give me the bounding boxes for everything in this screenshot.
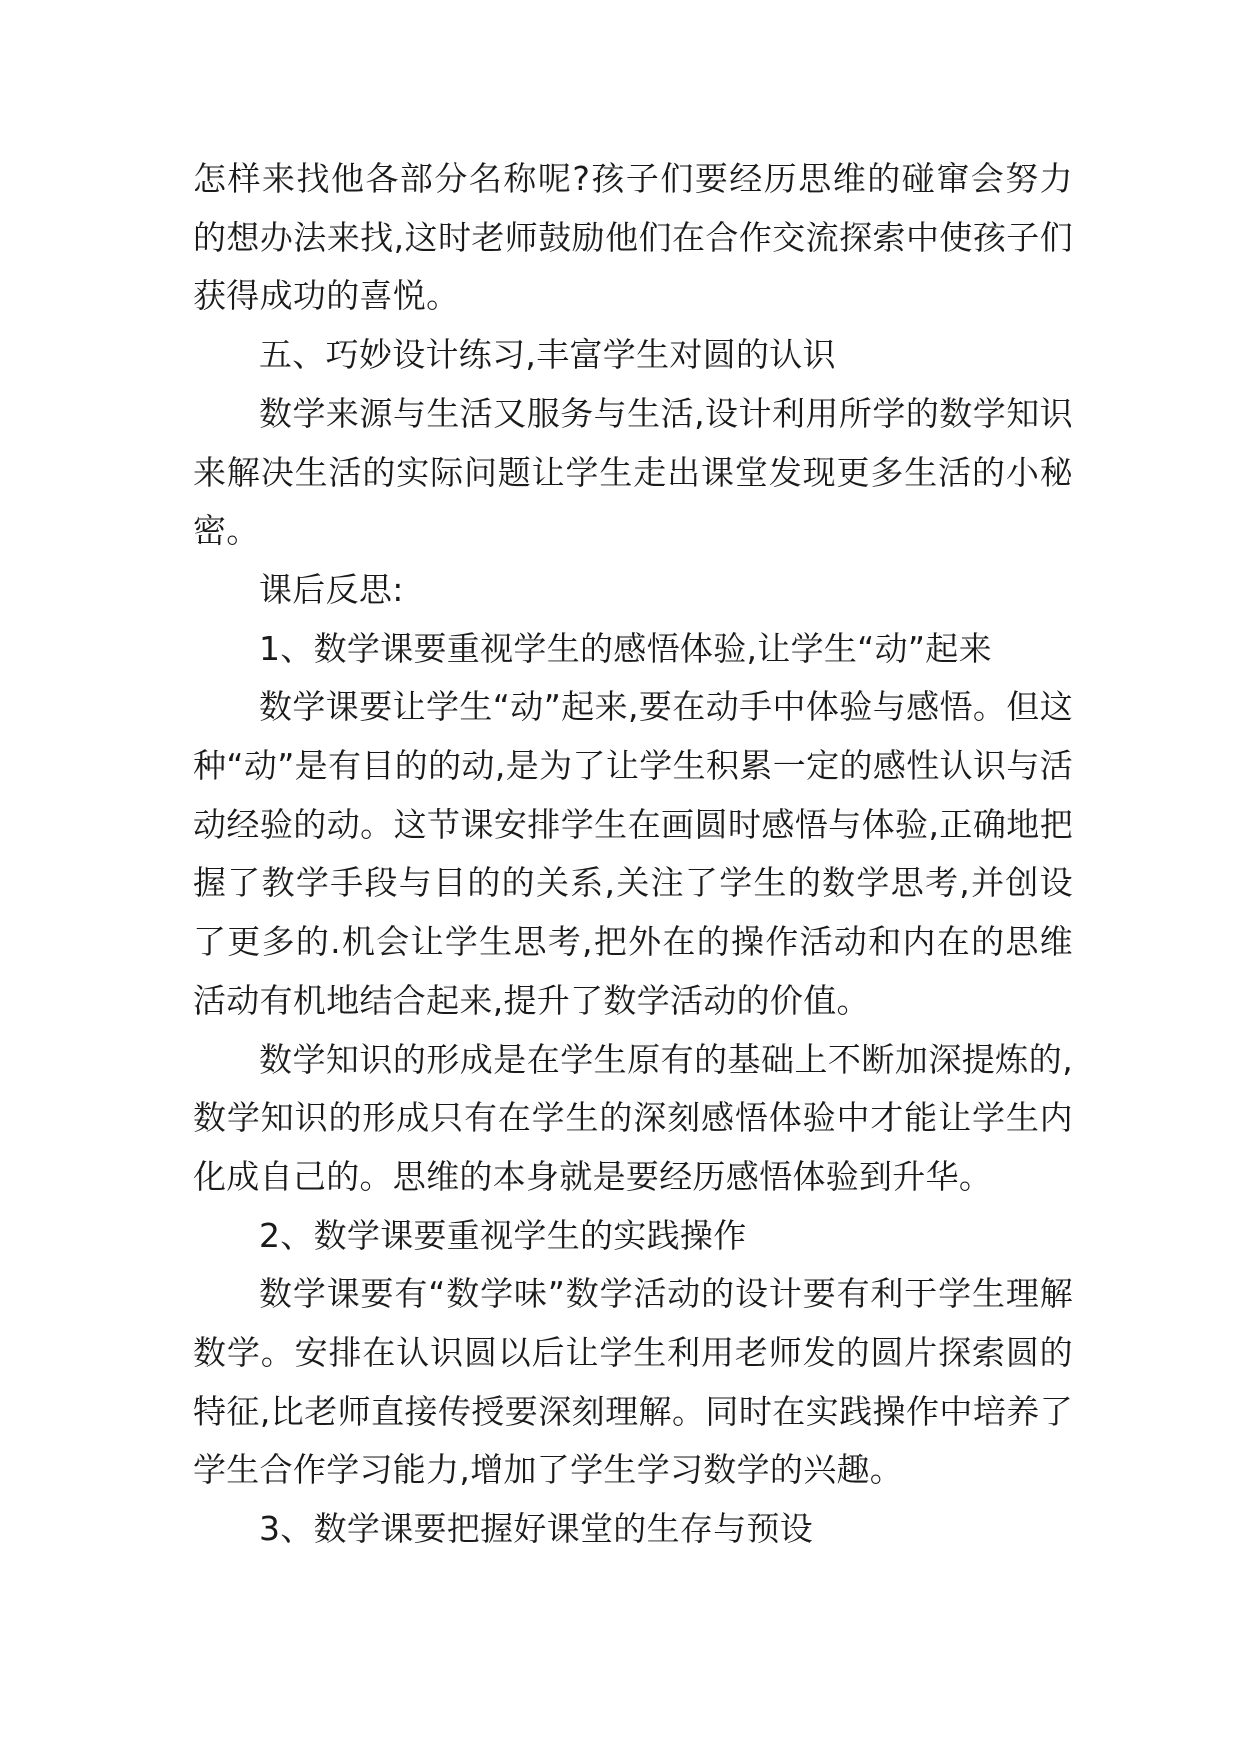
- document-body: [193, 150, 1073, 1559]
- reflection-heading: 课后反思:: [259, 569, 404, 609]
- paragraph: 数学来源与生活又服务与生活,设计利用所学的数学知识来解决生活的实际问题让学生走出课堂发现更多生活的小秘密。: [193, 393, 1073, 551]
- paragraph: 数学课要让学生“动”起来,要在动手中体验与感悟。但这种“动”是有目的的动,是为了让学生积累一定的感性认识与活动经验的动。这节课安排学生在画圆时感悟与体验,正确地把握了教学手段与目的的关系,关注了学生的数学思考,并创设了更多的.机会让学生思考,把外在的操作活动和内在的思维活动有机地结合起来,提升了数学活动的价值。: [193, 687, 1073, 1020]
- paragraph-continuation: 怎样来找他各部分名称呢?孩子们要经历思维的碰窜会努力的想办法来找,这时老师鼓励他们在合作交流探索中使孩子们获得成功的喜悦。: [193, 159, 1073, 316]
- reflection-point-2: 2、数学课要重视学生的实践操作: [259, 1215, 747, 1255]
- paragraph: 数学课要有“数学味”数学活动的设计要有利于学生理解数学。安排在认识圆以后让学生利用老师发的圆片探索圆的特征,比老师直接传授要深刻理解。同时在实践操作中培养了学生合作学习能力,增加了学生学习数学的兴趣。: [193, 1274, 1073, 1490]
- reflection-point-3: 3、数学课要把握好课堂的生存与预设: [259, 1509, 814, 1549]
- section-heading-five: 五、巧妙设计练习,丰富学生对圆的认识: [259, 335, 836, 375]
- reflection-point-1: 1、数学课要重视学生的感悟体验,让学生“动”起来: [259, 628, 992, 668]
- paragraph: 数学知识的形成是在学生原有的基础上不断加深提炼的,数学知识的形成只有在学生的深刻感悟体验中才能让学生内化成自己的。思维的本身就是要经历感悟体验到升华。: [193, 1039, 1073, 1196]
